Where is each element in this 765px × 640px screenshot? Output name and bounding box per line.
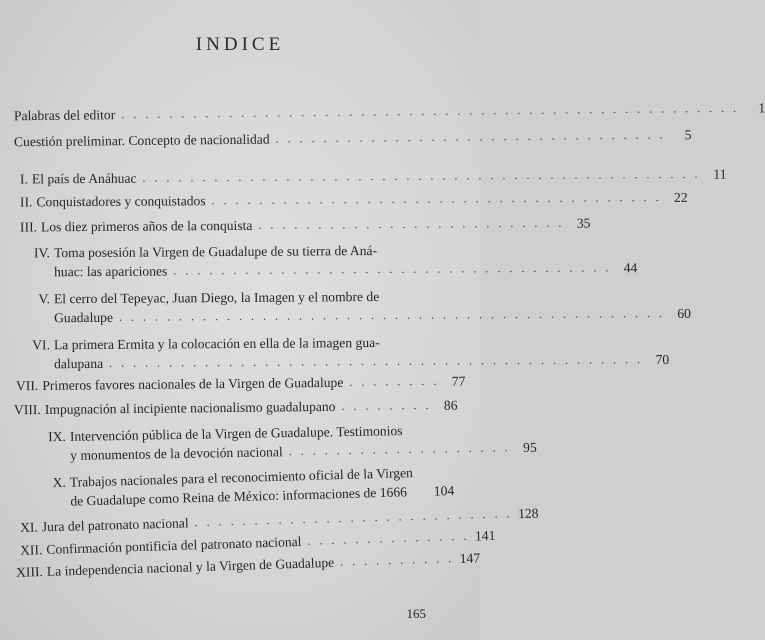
toc-entry-number: V.: [38, 291, 50, 307]
toc-entry: [20, 462, 455, 512]
toc-entry-page: 60: [677, 305, 691, 321]
toc-entry-number: VII.: [15, 378, 39, 394]
toc-entry-number: XII.: [19, 542, 43, 558]
toc-entry-title: Impugnación al incipiente nacionalismo guadalupano: [44, 398, 336, 417]
toc-entry-page: 128: [517, 505, 539, 522]
toc-entry-title: Toma posesión la Virgen de Guadalupe de su tierra de Aná-: [53, 242, 378, 261]
toc-entry-number: X.: [52, 474, 67, 491]
toc-entry-number: IX.: [47, 428, 66, 445]
toc-entry-title: Palabras del editor: [13, 107, 116, 124]
toc-entry: [13, 396, 458, 420]
toc-entry-page: 44: [623, 260, 638, 276]
toc-entry: [15, 372, 466, 396]
toc-entry-page: 95: [522, 439, 537, 455]
toc-entry-title: Confirmación pontificia del patronato nacional: [46, 533, 302, 557]
toc-entry-title-continued: Guadalupe: [54, 309, 114, 326]
toc-entry-page: 5: [684, 127, 692, 143]
leader-dots: . . . . . . . .: [341, 397, 432, 413]
toc-entry-title-continued: dalupana: [54, 355, 104, 372]
toc-entry-title: El país de Anáhuac: [31, 170, 137, 187]
leader-dots: . . . . . . . . . . . . . . . . . . . . . . . . . . .: [194, 506, 513, 530]
toc-entry-title-continued: huac: las apariciones: [54, 263, 168, 280]
toc-entry: [13, 100, 765, 125]
toc-entry: [20, 287, 691, 328]
toc-entry-title: Los diez primeros años de la conquista: [40, 217, 253, 235]
toc-entry: [20, 333, 670, 374]
toc-entry: [19, 189, 688, 212]
toc-entry-number: XIII.: [15, 564, 44, 580]
toc-entry-number: XI.: [19, 519, 39, 536]
leader-dots: . . . . . . . . . . . . . . . . . . . . . . . . . . . . . . . . . . . . . . . . . . . . . .: [118, 305, 665, 324]
toc-entry: [20, 420, 537, 465]
leader-dots: . . . . . . . .: [349, 373, 440, 389]
toc-entry: [19, 166, 727, 189]
toc-entry-number: III.: [19, 219, 38, 235]
leader-dots: . . . . . . . . . . . . . . . . . . . . . . . . . . . . . . . . . . . . .: [173, 260, 612, 278]
toc-entry-title: Primeros favores nacionales de la Virgen de Guadalupe: [42, 374, 344, 393]
leader-dots: . . . . . . . . . . . . . . . . . . . . . . . . . . . . . . . . . . . . . . . . . . . . . . .: [142, 166, 701, 185]
toc-entry-title-continued: de Guadalupe como Reina de México: informaciones de 1666: [70, 484, 408, 509]
toc-entry: [13, 127, 692, 151]
toc-entry-page: 141: [474, 527, 496, 544]
leader-dots: . . . . . . . . . . . . . . . . . . . . . . . . . .: [258, 215, 565, 232]
toc-entry-page: 11: [713, 166, 727, 182]
toc-entry-title: Jura del patronato nacional: [41, 515, 189, 535]
toc-entry-title: La primera Ermita y la colocación en ella de la imagen gua-: [53, 334, 380, 353]
toc-entry: [20, 241, 638, 282]
toc-entry-page: 147: [459, 550, 481, 566]
leader-dots: . . . . . . . . . . . . . . . . . . . . . . . . . . . . . . . . . . . . . .: [211, 190, 662, 208]
toc-entry-page: 104: [433, 482, 455, 499]
toc-entry-page: 1: [758, 100, 765, 116]
leader-dots: . . . . . . . . . .: [339, 551, 455, 569]
toc-entry-number: VIII.: [13, 401, 41, 418]
toc-entry-page: 77: [451, 373, 466, 389]
leader-dots: . . . . . . . . . . . . . . . . . . . . . . . . . . . . . . . . .: [275, 127, 666, 146]
toc-entry-page: 22: [673, 189, 688, 205]
toc-entry-title-continued: y monumentos de la devoción nacional: [70, 444, 283, 463]
toc-entry-number: I.: [19, 171, 28, 187]
toc-entry-number: II.: [19, 194, 33, 210]
toc-entry: [19, 215, 591, 237]
leader-dots: . . . . . . . . . . . . . . . . . . . . . . . . . . . . . . . . . . . . . . . . . . . . .: [109, 352, 644, 370]
toc-entry-title: El cerro del Tepeyac, Juan Diego, la Imagen y el nombre de: [53, 288, 380, 307]
toc-entry-title: Trabajos nacionales para el reconocimiento oficial de la Virgen: [69, 465, 414, 490]
page-number: 165: [406, 606, 426, 621]
page-title: INDICE: [195, 34, 285, 55]
toc-entry-page: 35: [576, 215, 591, 231]
toc-entry-title: La independencia nacional y la Virgen de Guadalupe: [46, 554, 335, 579]
toc-entry-title: Intervención pública de la Virgen de Guadalupe. Testimonios: [69, 423, 403, 444]
toc-entry-title: Cuestión preliminar. Concepto de nacionalidad: [13, 131, 270, 150]
leader-dots: . . . . . . . . . . . . . .: [307, 528, 470, 548]
leader-dots: . . . . . . . . . . . . . . . . . . .: [288, 440, 511, 459]
toc-entry-number: IV.: [33, 245, 50, 261]
toc-entry-title: Conquistadores y conquistados: [36, 193, 206, 210]
leader-dots: . . . . . . . . . . . . . . . . . . . . . . . . . . . . . . . . . . . . . . . . . . . . . . . . . . . .: [121, 100, 740, 122]
toc-entry-page: 70: [655, 351, 670, 368]
toc-entry-number: VI.: [32, 337, 50, 353]
toc-entry-page: 86: [443, 397, 458, 413]
